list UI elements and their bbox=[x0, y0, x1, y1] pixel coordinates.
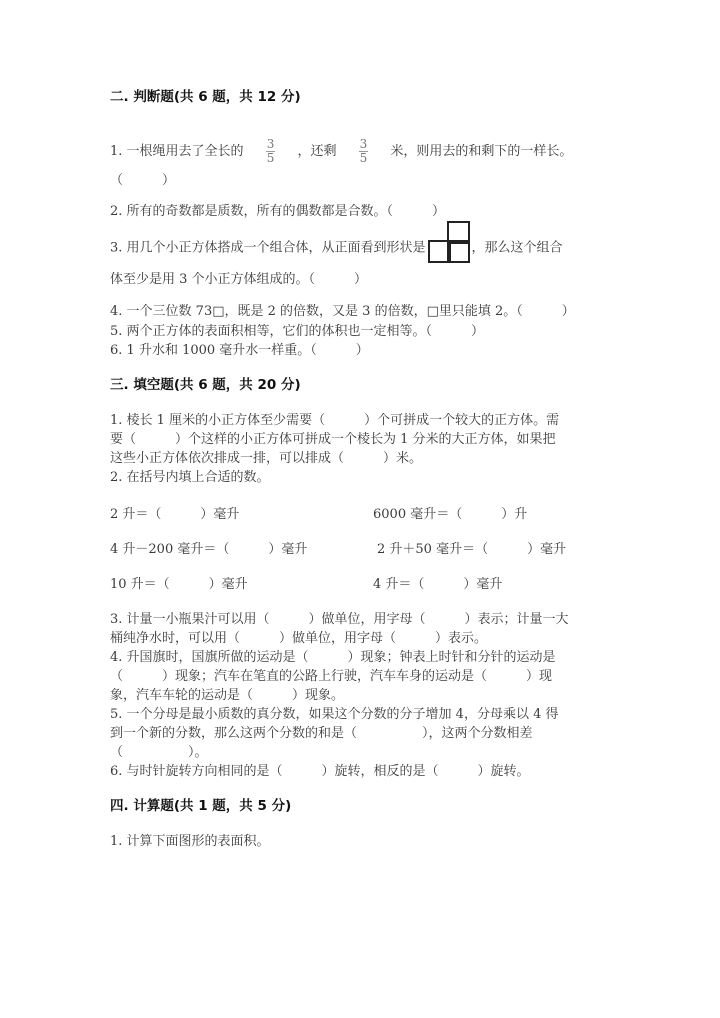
question-text: 3. 用几个小正方体搭成一个组合体，从正面看到形状是 bbox=[110, 240, 426, 256]
question-2-1 bbox=[110, 138, 572, 165]
conversion-row-1-left: 2 升＝（ ）毫升 bbox=[110, 507, 240, 522]
question-2-4: 4. 一个三位数 73□，既是 2 的倍数，又是 3 的倍数，□里只能填 2。（ ） bbox=[110, 304, 575, 319]
question-3-4-line3: 象，汽车车轮的运动是（ ）现象。 bbox=[110, 688, 345, 703]
section-heading-calculation: 四. 计算题(共 1 题，共 5 分) bbox=[110, 798, 292, 814]
answer-blank[interactable]: （ ） bbox=[110, 173, 176, 188]
section-heading-judgment: 二. 判断题(共 6 题，共 12 分) bbox=[110, 89, 301, 105]
question-text: 1. 一根绳用去了全长的 bbox=[110, 144, 244, 159]
question-3-1-line2: 要（ ）个这样的小正方体可拼成一个棱长为 1 分米的大正方体，如果把 bbox=[110, 432, 556, 447]
question-3-5-line3: （ ）。 bbox=[110, 745, 208, 760]
question-text: ，那么这个组合 bbox=[471, 240, 563, 256]
conversion-row-3-right: 4 升＝（ ）毫升 bbox=[373, 577, 503, 592]
question-text: ，还剩 bbox=[297, 144, 337, 159]
question-2-3 bbox=[110, 235, 563, 261]
question-2-6: 6. 1 升水和 1000 毫升水一样重。（ ） bbox=[110, 343, 369, 358]
question-2-2: 2. 所有的奇数都是质数，所有的偶数都是合数。（ ） bbox=[110, 204, 446, 219]
conversion-row-2-left: 4 升－200 毫升＝（ ）毫升 bbox=[110, 542, 308, 557]
question-2-3-cont: 体至少是用 3 个小正方体组成的。（ ） bbox=[110, 272, 368, 287]
question-3-3-line1: 3. 计量一小瓶果汁可以用（ ）做单位，用字母（ ）表示；计量一大 bbox=[110, 612, 569, 627]
conversion-row-1-right: 6000 毫升＝（ ）升 bbox=[373, 507, 528, 522]
question-2-5: 5. 两个正方体的表面积相等，它们的体积也一定相等。（ ） bbox=[110, 324, 485, 339]
conversion-row-2-right: 2 升＋50 毫升＝（ ）毫升 bbox=[377, 542, 567, 557]
question-text: 米，则用去的和剩下的一样长。 bbox=[390, 144, 573, 159]
question-3-6: 6. 与时针旋转方向相同的是（ ）旋转，相反的是（ ）旋转。 bbox=[110, 764, 530, 779]
fraction-three-fifths: $\frac{3}{5}$ bbox=[359, 137, 368, 165]
question-3-5-line2: 到一个新的分数，那么这两个分数的和是（ ），这两个分数相差 bbox=[110, 726, 533, 741]
question-3-2: 2. 在括号内填上合适的数。 bbox=[110, 470, 270, 485]
question-4-1: 1. 计算下面图形的表面积。 bbox=[110, 834, 270, 849]
fraction-three-fifths: $\frac{3}{5}$ bbox=[266, 137, 275, 165]
question-3-5-line1: 5. 一个分母是最小质数的真分数，如果这个分数的分子增加 4，分母乘以 4 得 bbox=[110, 707, 559, 722]
question-3-4-line2: （ ）现象；汽车在笔直的公路上行驶，汽车车身的运动是（ ）现 bbox=[110, 669, 553, 684]
question-3-4-line1: 4. 升国旗时，国旗所做的运动是（ ）现象；钟表上时针和分针的运动是 bbox=[110, 650, 556, 665]
l-shape-figure-icon bbox=[428, 221, 470, 261]
section-heading-fill-blank: 三. 填空题(共 6 题，共 20 分) bbox=[110, 377, 301, 393]
question-3-1-line3: 这些小正方体依次排成一排，可以排成（ ）米。 bbox=[110, 451, 423, 466]
conversion-row-3-left: 10 升＝（ ）毫升 bbox=[110, 577, 248, 592]
question-3-3-line2: 桶纯净水时，可以用（ ）做单位，用字母（ ）表示。 bbox=[110, 631, 488, 646]
question-3-1-line1: 1. 棱长 1 厘米的小正方体至少需要（ ）个可拼成一个较大的正方体。需 bbox=[110, 413, 560, 428]
